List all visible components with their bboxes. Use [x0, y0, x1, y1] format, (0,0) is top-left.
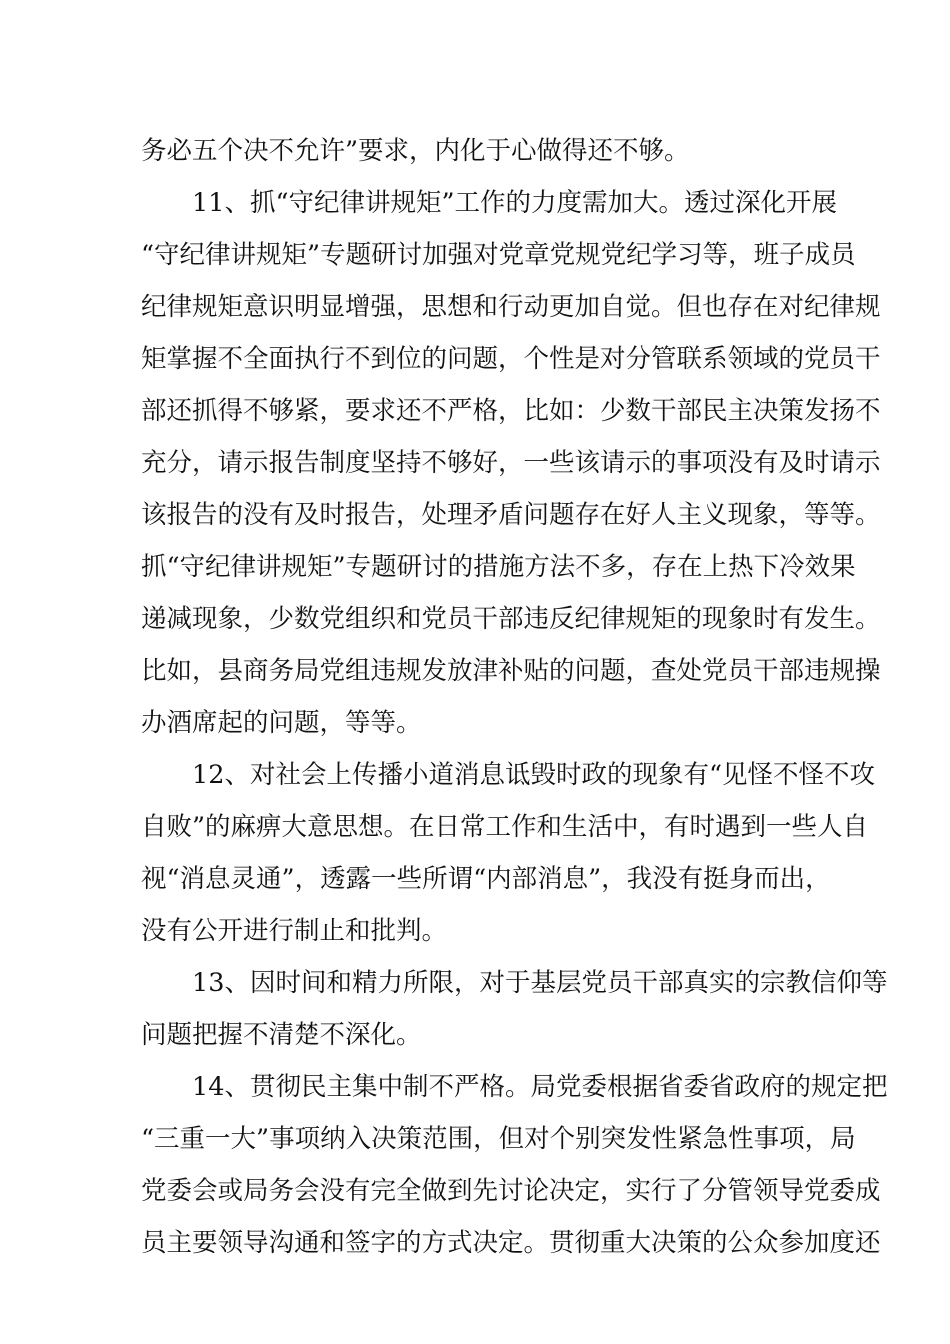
text-line: 自败”的麻痹大意思想。在日常工作和生活中，有时遇到一些人自	[141, 812, 869, 842]
text-line: 递减现象，少数党组织和党员干部违反纪律规矩的现象时有发生。	[141, 604, 881, 634]
text-line: 充分，请示报告制度坚持不够好，一些该请示的事项没有及时请示	[141, 448, 881, 478]
text-line: 问题把握不清楚不深化。	[141, 1020, 422, 1050]
paragraph-12-first-line: 12、对社会上传播小道消息诋毁时政的现象有“见怪不怪不攻	[192, 760, 875, 790]
paragraph-11-first-line: 11、抓“守纪律讲规矩”工作的力度需加大。透过深化开展	[192, 188, 838, 218]
text-line: 抓“守纪律讲规矩”专题研讨的措施方法不多，存在上热下冷效果	[141, 552, 856, 582]
text-line: “守纪律讲规矩”专题研讨加强对党章党规党纪学习等，班子成员	[141, 240, 856, 270]
text-line: 该报告的没有及时报告，处理矛盾问题存在好人主义现象，等等。	[141, 500, 881, 530]
text-line: “三重一大”事项纳入决策范围，但对个别突发性紧急性事项，局	[141, 1124, 856, 1154]
text-line: 务必五个决不允许”要求，内化于心做得还不够。	[141, 136, 690, 166]
text-line: 比如，县商务局党组违规发放津补贴的问题，查处党员干部违规操	[141, 656, 881, 686]
text-line: 没有公开进行制止和批判。	[141, 916, 448, 946]
text-line: 纪律规矩意识明显增强，思想和行动更加自觉。但也存在对纪律规	[141, 292, 881, 322]
paragraph-13-first-line: 13、因时间和精力所限，对于基层党员干部真实的宗教信仰等	[192, 968, 888, 998]
text-line: 矩掌握不全面执行不到位的问题，个性是对分管联系领域的党员干	[141, 344, 881, 374]
text-line: 视“消息灵通”，透露一些所谓“内部消息”，我没有挺身而出，	[141, 864, 831, 894]
text-line: 部还抓得不够紧，要求还不严格，比如：少数干部民主决策发扬不	[141, 396, 881, 426]
text-line: 党委会或局务会没有完全做到先讨论决定，实行了分管领导党委成	[141, 1176, 881, 1206]
text-line: 办酒席起的问题，等等。	[141, 708, 422, 738]
paragraph-14-first-line: 14、贯彻民主集中制不严格。局党委根据省委省政府的规定把	[192, 1072, 888, 1102]
text-line: 员主要领导沟通和签字的方式决定。贯彻重大决策的公众参加度还	[141, 1228, 881, 1258]
